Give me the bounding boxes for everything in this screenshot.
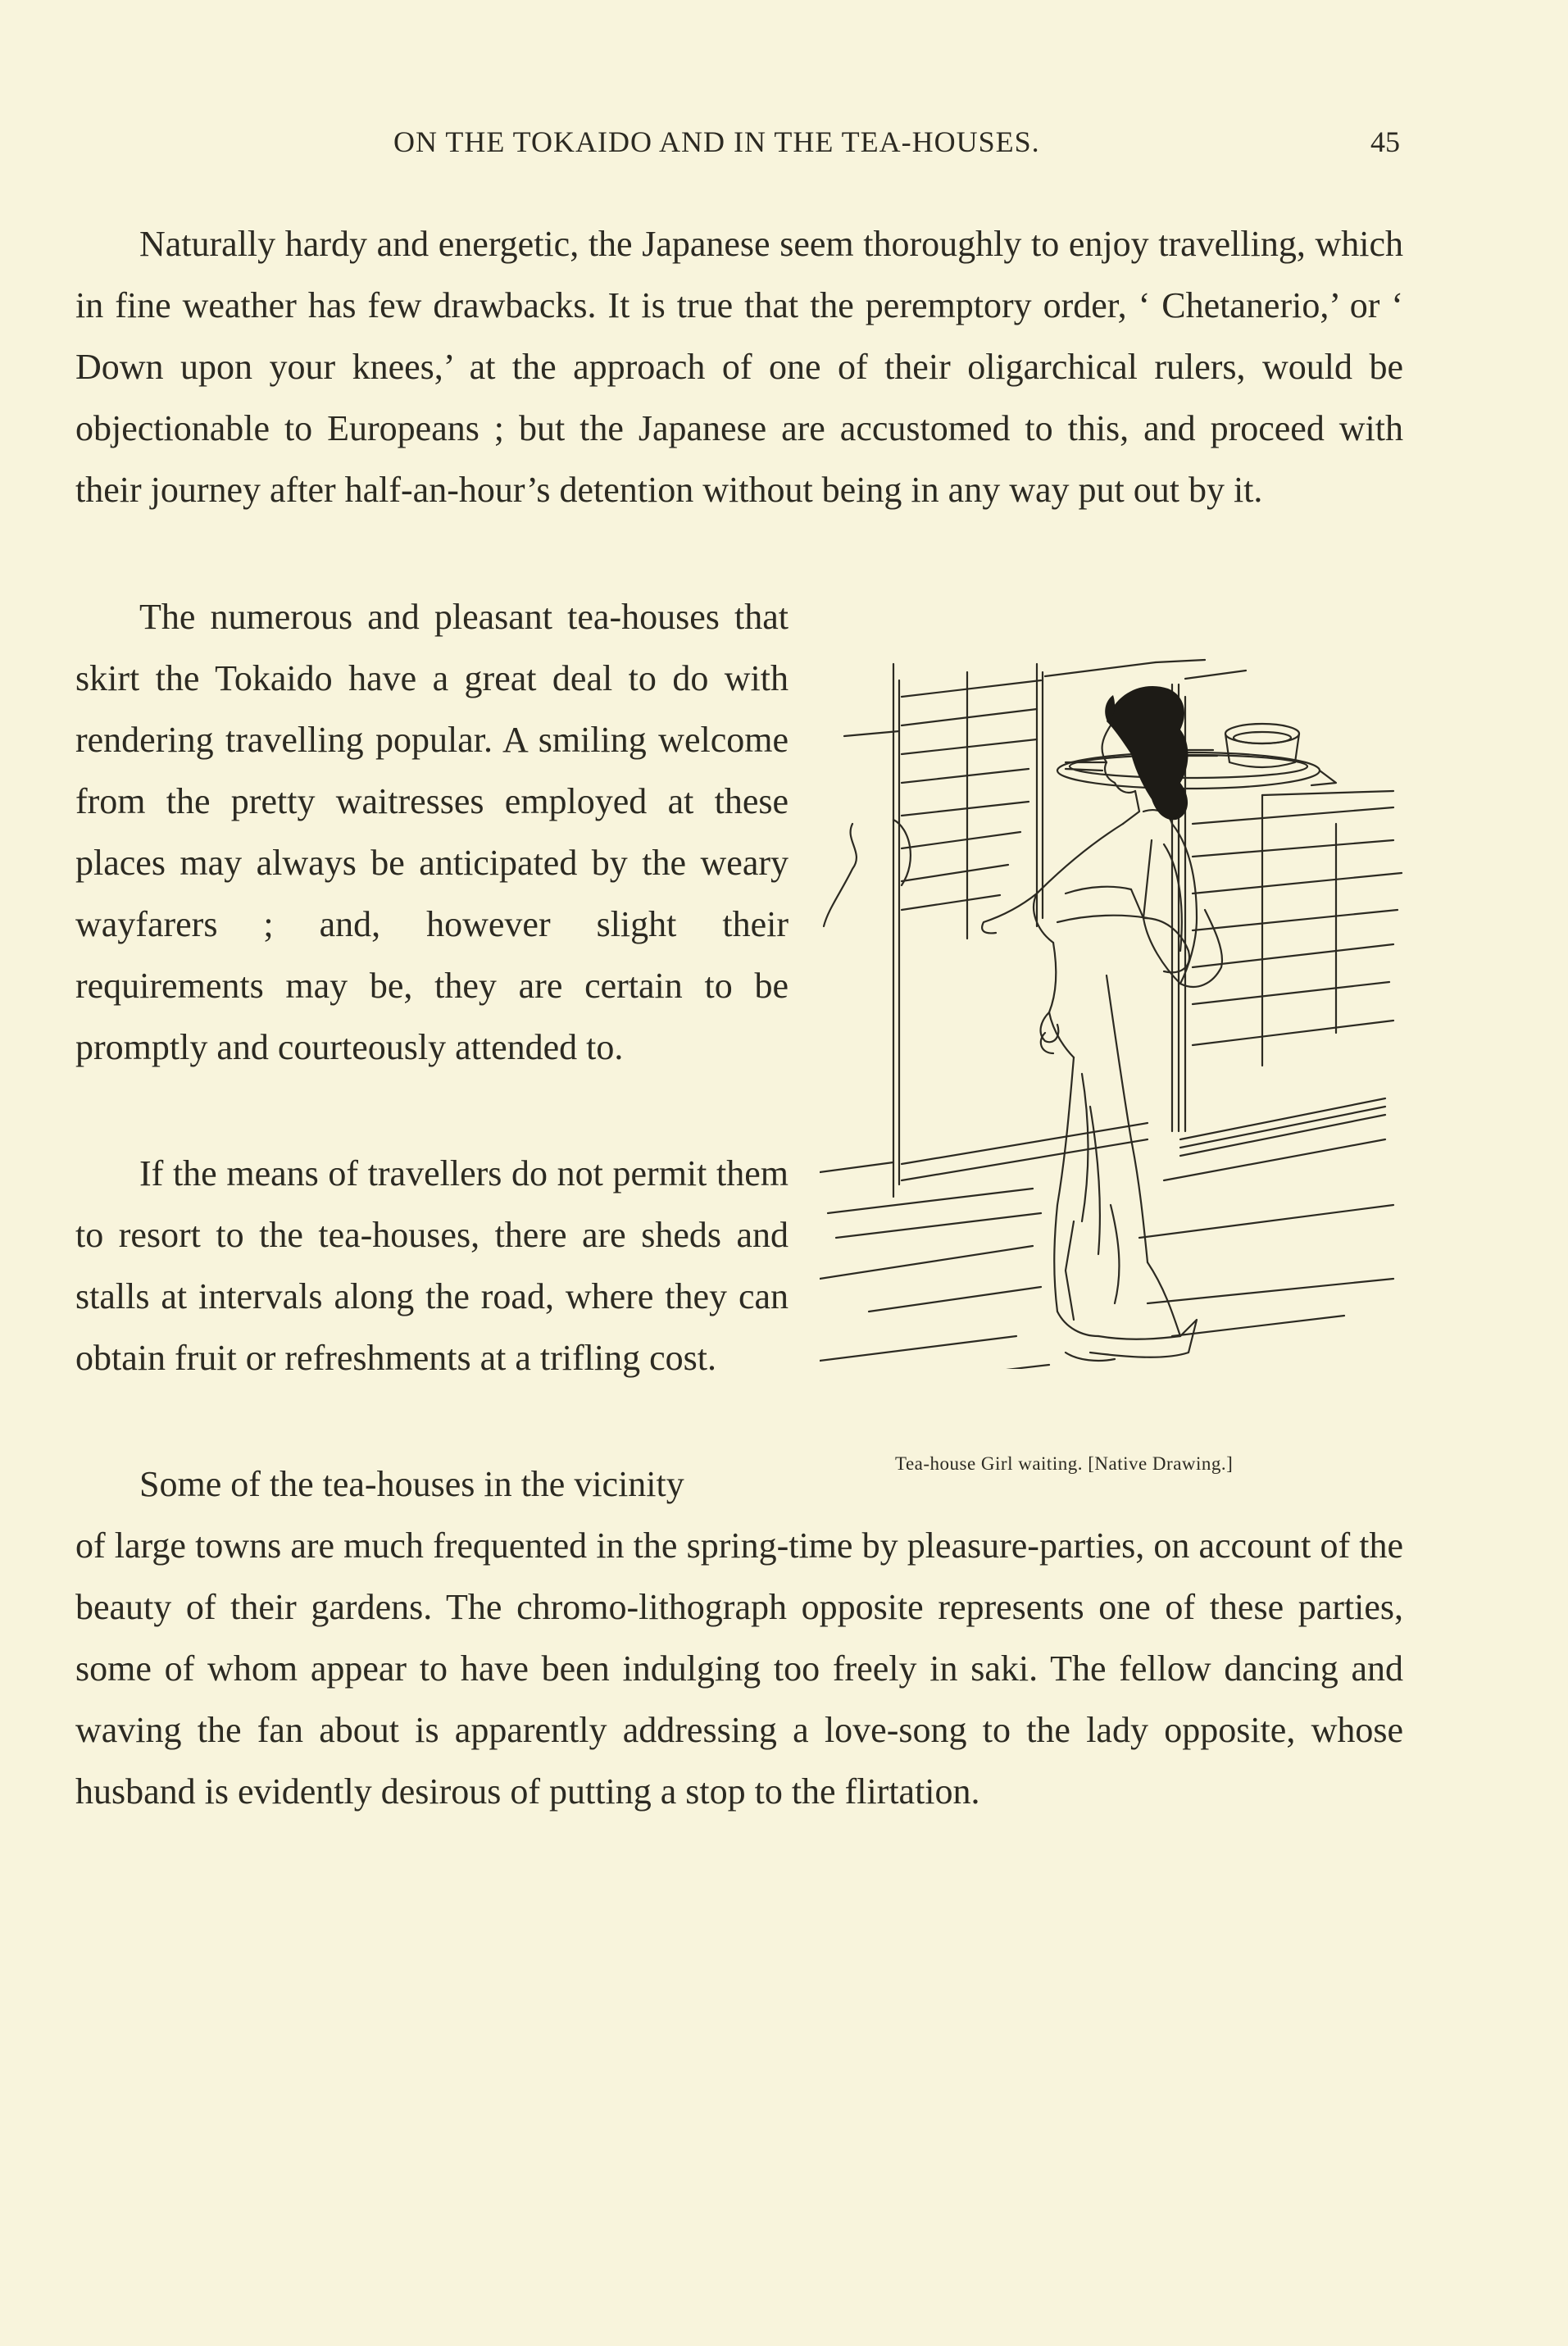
paragraph-3: If the means of travellers do not permit them to resort to the tea-houses, there are sheds and stalls at intervals along the road, where they can obtain fruit or refreshments at a trifling cost. [75,1153,789,1378]
figure [820,648,1410,1474]
paragraph-4-start: Some of the tea-houses in the vicinity [139,1464,684,1504]
figure-caption: Tea-house Girl waiting. [Native Drawing.] [895,1453,1234,1474]
paragraph-2: The numerous and pleasant tea-houses that skirt the Tokaido have a great deal to do with rendering travelling popular. A smiling welcome from the pretty waitresses employed at these places may always be anticipated by the weary wayfarers ; and, however slight their requirements may be, they are certain to be promptly and courteously attended to. [75,597,789,1067]
running-head: ON THE TOKAIDO AND IN THE TEA-HOUSES. [393,125,1040,158]
paragraph-4-continued: of large towns are much frequented in the spring-time by pleasure-parties, on account of the beauty of their gardens. The chromo-lithograph opposite represents one of these parties, some of whom appear to have been indulging too freely in saki. The fellow dancing and waving the fan about is apparently addressing a love-song to the lady opposite, whose husband is evidently desirous of putting a stop to the flirtation. [75,1525,1403,1812]
page-number: 45 [1370,125,1400,158]
tea-house-girl-drawing [820,648,1410,1369]
paragraph-1: Naturally hardy and energetic, the Japanese seem thoroughly to enjoy travelling, which in fine weather has few drawbacks. It is true that the peremptory order, ‘ Chetanerio,’ or ‘ Down upon your knees,’ at the approach of one of their oligarchical rulers, would be objectionable to Europeans ; but the Japanese are accustomed to this, and proceed with their journey after half-an-hour’s detention without being in any way put out by it. [75,224,1403,510]
